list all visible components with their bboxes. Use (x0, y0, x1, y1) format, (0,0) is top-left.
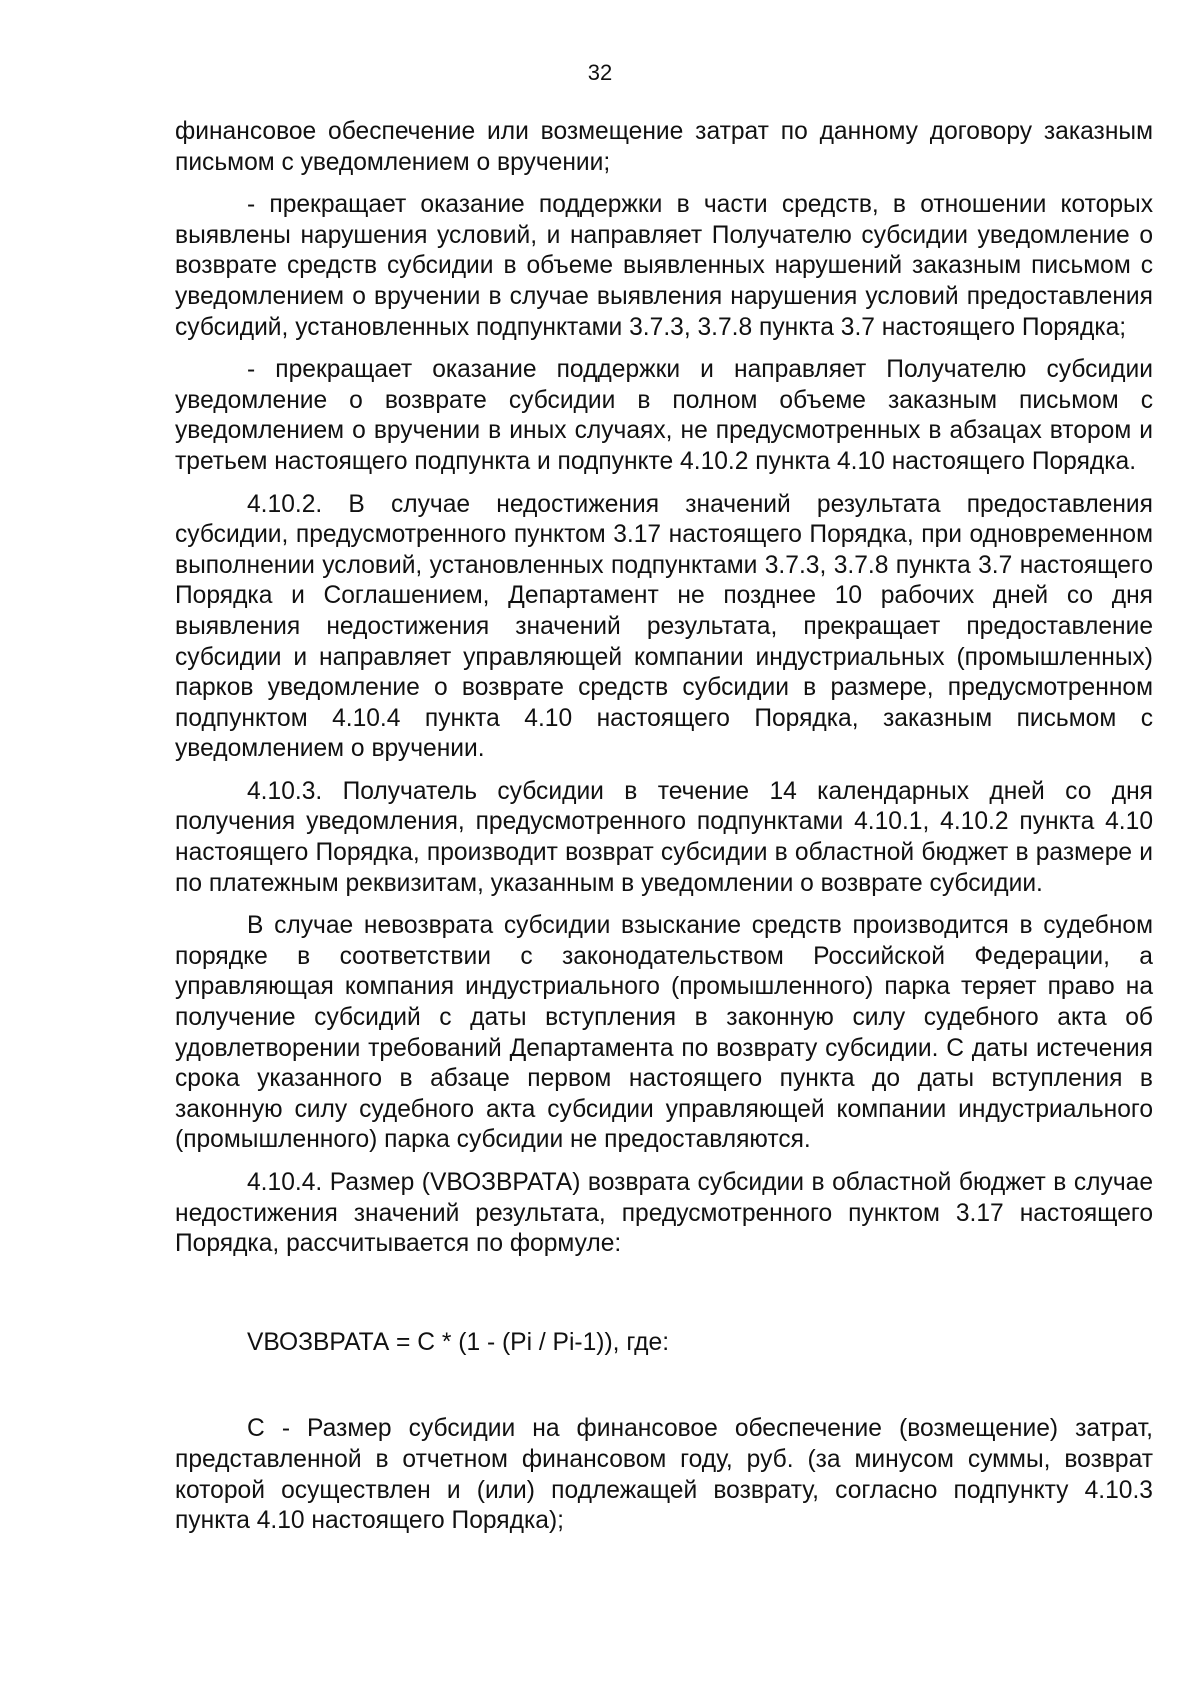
paragraph-4-10-2: 4.10.2. В случае недостижения значений результата предоставления субсидии, предусмотренного пунктом 3.17 настоящего Порядка, при одновременном выполнении условий, установленных подпунктами 3.7.3, 3.7.8 пункта 3.7 настоящего Порядка и Соглашением, Департамент не позднее 10 рабочих дней со дня выявления недостижения значений результата, прекращает предоставление субсидии и направляет управляющей компании индустриальных (промышленных) парков уведомление о возврате средств субсидии в размере, предусмотренном подпунктом 4.10.4 пункта 4.10 настоящего Порядка, заказным письмом с уведомлением о вручении. (175, 490, 1153, 763)
paragraph-4-10-4: 4.10.4. Размер (VВОЗВРАТА) возврата субсидии в областной бюджет в случае недостижения значений результата, предусмотренного пунктом 3.17 настоящего Порядка, рассчитывается по формуле: (175, 1169, 1153, 1258)
document-body (175, 117, 1153, 1549)
paragraph-2: - прекращает оказание поддержки в части средств, в отношении которых выявлены нарушения условий, и направляет Получателю субсидии уведомление о возврате средств субсидии в объеме выявленных нарушений заказным письмом с уведомлением о вручении в случае выявления нарушения условий предоставления субсидий, установленных подпунктами 3.7.3, 3.7.8 пункта 3.7 настоящего Порядка; (175, 191, 1153, 341)
paragraph-1: финансовое обеспечение или возмещение затрат по данному договору заказным письмом с уведомлением о вручении; (175, 118, 1153, 176)
page-number: 32 (587, 60, 613, 85)
paragraph-3: - прекращает оказание поддержки и направляет Получателю субсидии уведомление о возврате субсидии в полном объеме заказным письмом с уведомлением о вручении в иных случаях, не предусмотренных в абзацах втором и третьем настоящего подпункта и подпункте 4.10.2 пункта 4.10 настоящего Порядка. (175, 356, 1153, 475)
paragraph-definition-c: С - Размер субсидии на финансовое обеспечение (возмещение) затрат, представленной в отчетном финансовом году, руб. (за минусом суммы, возврат которой осуществлен и (или) подлежащей возврату, согласно подпункту 4.10.3 пункта 4.10 настоящего Порядка); (175, 1415, 1153, 1535)
formula: VВОЗВРАТА = С * (1 - (Pi / Pi-1)), где: (247, 1328, 670, 1356)
paragraph-4-10-3: 4.10.3. Получатель субсидии в течение 14 календарных дней со дня получения уведомления, предусмотренного подпунктами 4.10.1, 4.10.2 пункта 4.10 настоящего Порядка, производит возврат субсидии в областной бюджет в размере и по платежным реквизитам, указанным в уведомлении о возврате субсидии. (175, 777, 1153, 897)
paragraph-non-return: В случае невозврата субсидии взыскание средств производится в судебном порядке в соответствии с законодательством Российской Федерации, а управляющая компания индустриального (промышленного) парка теряет право на получение субсидий с даты вступления в законную силу судебного акта об удовлетворении требований Департамента по возврату субсидии. С даты истечения срока указанного в абзаце первом настоящего пункта до даты вступления в законную силу судебного акта субсидии управляющей компании индустриального (промышленного) парка субсидии не предоставляются. (175, 912, 1153, 1154)
